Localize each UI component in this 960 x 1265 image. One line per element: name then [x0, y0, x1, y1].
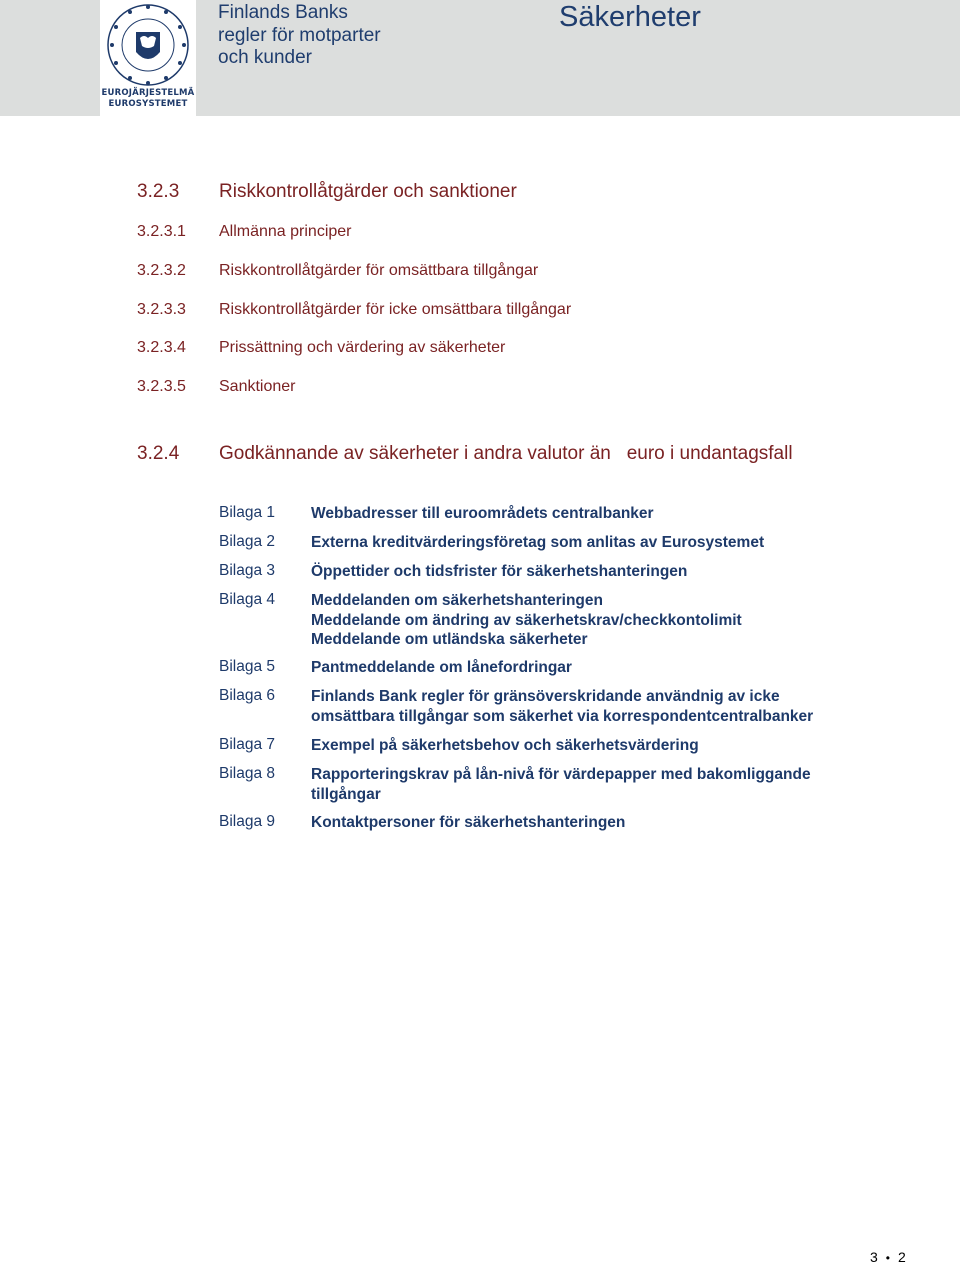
bank-title-line: och kunder	[218, 47, 313, 68]
annex-description-line: tillgångar	[311, 785, 381, 803]
page-number-value: 2	[898, 1249, 906, 1265]
annex-description-line: Webbadresser till euroområdets centralbanker	[311, 505, 654, 522]
annex-description	[311, 562, 871, 582]
annex-label: Bilaga 2	[219, 533, 276, 550]
annex-description-line: Pantmeddelande om lånefordringar	[311, 659, 572, 676]
annex-description	[311, 813, 871, 833]
annex-label: Bilaga 9	[219, 813, 276, 830]
annex-description	[311, 687, 871, 726]
bank-title-line: regler för motparter	[218, 24, 381, 46]
annex-description-line: Meddelande om ändring av säkerhetskrav/checkkontolimit	[311, 611, 742, 629]
annex-description-line: Rapporteringskrav på lån-nivå för värdepapper med bakomliggande	[311, 766, 811, 783]
eurosystem-line-1: EUROJÄRJESTELMÄ	[101, 88, 195, 98]
annex-label: Bilaga 6	[219, 687, 276, 704]
annex-description	[311, 765, 871, 804]
bank-logo	[100, 0, 196, 116]
annex-description	[311, 504, 871, 524]
section-title-text: Riskkontrollåtgärder för omsättbara tillgångar	[219, 262, 539, 279]
annex-description-line: Meddelande om utländska säkerheter	[311, 631, 588, 648]
annex-label: Bilaga 7	[219, 736, 276, 753]
annex-description-line: Öppettider och tidsfrister för säkerhetshanteringen	[311, 563, 688, 580]
bank-title-line: Finlands Banks	[218, 2, 348, 23]
annex-description-line: Kontaktpersoner för säkerhetshanteringen	[311, 814, 626, 831]
lion-seal-icon	[106, 2, 190, 88]
bullet-separator-icon: •	[885, 1251, 890, 1265]
annex-description	[311, 591, 871, 650]
annex-description-line: Finlands Bank regler för gränsöverskridande användnig av icke	[311, 688, 780, 705]
section-number: 3.2.3.2	[137, 262, 186, 279]
annex-description-line: omsättbara tillgångar som säkerhet via korrespondentcentralbanker	[311, 707, 814, 725]
section-title-text: Riskkontrollåtgärder och sanktioner	[219, 181, 517, 202]
annex-description-line: Externa kreditvärderingsföretag som anlitas av Eurosystemet	[311, 534, 765, 551]
annex-description	[311, 533, 871, 553]
eurosystem-line-2: EUROSYSTEMET	[108, 99, 188, 109]
annex-description-line: Meddelanden om säkerhetshanteringen	[311, 592, 603, 609]
section-number: 3.2.3	[137, 181, 180, 202]
section-title: Säkerheter	[559, 1, 701, 33]
annex-label: Bilaga 3	[219, 562, 276, 579]
section-number: 3.2.3.5	[137, 378, 186, 395]
section-number: 3.2.4	[137, 443, 180, 464]
bank-title	[218, 2, 381, 70]
annex-label: Bilaga 4	[219, 591, 276, 608]
chapter-number: 3	[870, 1249, 878, 1265]
section-title-text: Godkännande av säkerheter i andra valutor än euro i undantagsfall	[219, 443, 793, 464]
section-number: 3.2.3.4	[137, 339, 186, 356]
annex-description-line: Exempel på säkerhetsbehov och säkerhetsvärdering	[311, 737, 699, 754]
section-title-text: Prissättning och värdering av säkerheter	[219, 339, 506, 356]
page-header	[0, 0, 960, 116]
annex-label: Bilaga 8	[219, 765, 276, 782]
annex-description	[311, 658, 871, 678]
annex-label: Bilaga 5	[219, 658, 276, 675]
section-number: 3.2.3.1	[137, 223, 186, 240]
annex-description	[311, 736, 871, 756]
section-title-text: Allmänna principer	[219, 223, 352, 240]
annex-label: Bilaga 1	[219, 504, 276, 521]
section-title-text: Riskkontrollåtgärder för icke omsättbara tillgångar	[219, 301, 572, 318]
section-number: 3.2.3.3	[137, 301, 186, 318]
section-title-text: Sanktioner	[219, 378, 296, 395]
